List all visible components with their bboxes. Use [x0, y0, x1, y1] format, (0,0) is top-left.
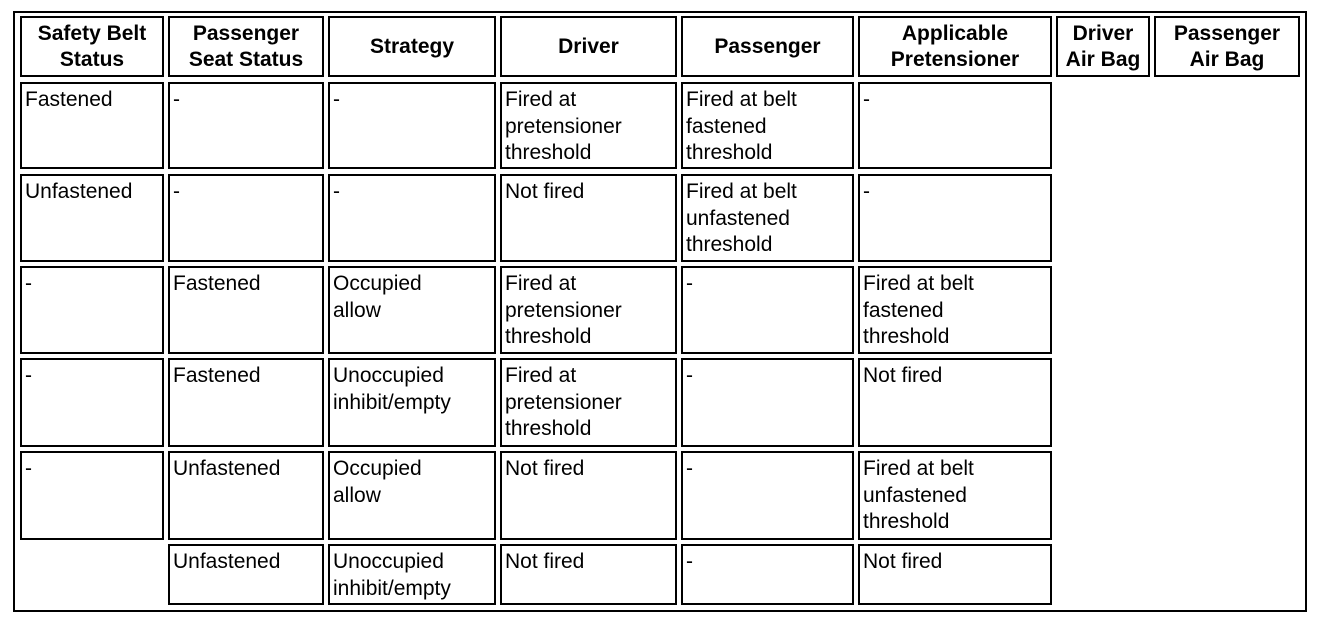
cell-driver-row-3: Fired at pretensioner threshold	[500, 266, 677, 354]
cell-strategy-row-1: -	[328, 82, 496, 169]
header-passenger: Passenger	[681, 16, 854, 77]
cell-driver-row-6: Not fired	[500, 544, 677, 605]
header-applicable-pretensioner: Applicable Pretensioner	[858, 16, 1052, 77]
cell-driver-row-5: Not fired	[500, 451, 677, 540]
cell-passenger-row-1: Fired at belt fastened threshold	[681, 82, 854, 169]
cell-applicable-pretensioner-row-6: Not fired	[858, 544, 1052, 605]
cell-driver-row-1: Fired at pretensioner threshold	[500, 82, 677, 169]
cell-passenger-seat-status-row-6: Unfastened	[168, 544, 324, 605]
header-driver: Driver	[500, 16, 677, 77]
cell-strategy-row-3: Occupied allow	[328, 266, 496, 354]
cell-driver-row-4: Fired at pretensioner threshold	[500, 358, 677, 447]
header-passenger-air-bag: Passenger Air Bag	[1154, 16, 1300, 77]
cell-safety-belt-status-row-2: Unfastened	[20, 174, 164, 262]
cell-applicable-pretensioner-row-4: Not fired	[858, 358, 1052, 447]
cell-passenger-seat-status-row-1: -	[168, 82, 324, 169]
cell-passenger-row-3: -	[681, 266, 854, 354]
cell-applicable-pretensioner-row-2: -	[858, 174, 1052, 262]
cell-passenger-row-6: -	[681, 544, 854, 605]
header-strategy: Strategy	[328, 16, 496, 77]
header-safety-belt-status: Safety Belt Status	[20, 16, 164, 77]
cell-strategy-row-2: -	[328, 174, 496, 262]
cell-strategy-row-5: Occupied allow	[328, 451, 496, 540]
header-driver-air-bag: Driver Air Bag	[1056, 16, 1150, 77]
cell-safety-belt-status-row-4: -	[20, 358, 164, 447]
cell-strategy-row-4: Unoccupied inhibit/empty	[328, 358, 496, 447]
header-passenger-seat-status: Passenger Seat Status	[168, 16, 324, 77]
cell-driver-row-2: Not fired	[500, 174, 677, 262]
cell-passenger-seat-status-row-4: Fastened	[168, 358, 324, 447]
cell-applicable-pretensioner-row-3: Fired at belt fastened threshold	[858, 266, 1052, 354]
cell-applicable-pretensioner-row-5: Fired at belt unfastened threshold	[858, 451, 1052, 540]
cell-strategy-row-6: Unoccupied inhibit/empty	[328, 544, 496, 605]
cell-passenger-seat-status-row-5: Unfastened	[168, 451, 324, 540]
cell-safety-belt-status-row-1: Fastened	[20, 82, 164, 169]
cell-safety-belt-status-row-3: -	[20, 266, 164, 354]
cell-safety-belt-status-row-5: -	[20, 451, 164, 540]
cell-passenger-row-5: -	[681, 451, 854, 540]
cell-passenger-seat-status-row-3: Fastened	[168, 266, 324, 354]
cell-passenger-seat-status-row-2: -	[168, 174, 324, 262]
cell-applicable-pretensioner-row-1: -	[858, 82, 1052, 169]
cell-passenger-row-2: Fired at belt unfastened threshold	[681, 174, 854, 262]
cell-passenger-row-4: -	[681, 358, 854, 447]
